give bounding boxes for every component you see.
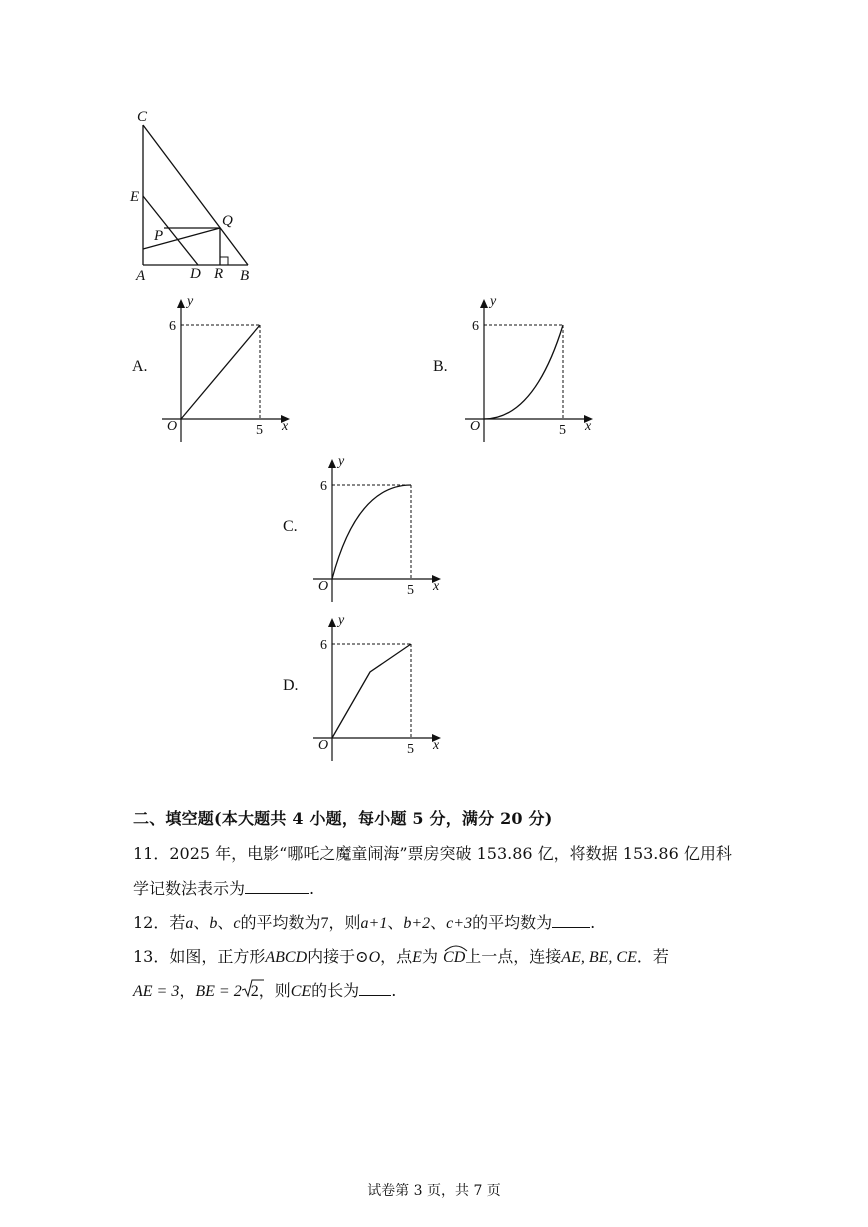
origin-label: O: [167, 419, 178, 434]
point-label: A: [136, 268, 146, 284]
y-axis-arrow-icon: [480, 299, 488, 308]
option-c-graph: [301, 450, 451, 605]
point-label: R: [214, 266, 224, 282]
origin-label: O: [470, 419, 481, 434]
expr-b2: b+2: [403, 915, 431, 932]
q13-text: 13．如图，正方形: [133, 947, 266, 966]
point-label: D: [190, 266, 201, 282]
function-curve: [181, 325, 260, 419]
q13-end: .: [391, 981, 397, 1000]
answer-blank[interactable]: [359, 981, 391, 996]
square-abcd: ABCD: [265, 949, 308, 966]
q12-text: 的平均数为: [472, 913, 553, 932]
ce-label: CE: [290, 983, 312, 1000]
origin-label: O: [318, 738, 329, 753]
point-e: E: [412, 949, 422, 966]
option-b-graph: [453, 290, 603, 445]
circle-o: O: [368, 949, 381, 966]
point-label: P: [154, 228, 164, 244]
q12-line: [133, 910, 595, 933]
option-d-graph: [301, 609, 451, 764]
y-axis-name: y: [187, 294, 194, 309]
var-b: b: [209, 915, 218, 932]
sqrt-radicand: 2: [250, 983, 259, 1000]
separator: 、: [430, 913, 447, 932]
q13-text: 上一点，连接: [465, 947, 562, 966]
option-d-label: D.: [283, 677, 299, 694]
separator: 、: [387, 913, 404, 932]
q13-text: 内接于⊙: [307, 947, 369, 966]
y-tick-label: 6: [320, 479, 327, 494]
q13-text: ，则: [258, 981, 291, 1000]
sqrt: [242, 981, 259, 1001]
q13-text: 的长为: [311, 981, 360, 1000]
y-tick-label: 6: [472, 319, 479, 334]
y-tick-label: 6: [169, 319, 176, 334]
q12-end: .: [590, 913, 596, 932]
y-axis-name: y: [338, 613, 345, 628]
geometry-figure: [120, 100, 270, 290]
q13-text: ，点: [380, 947, 413, 966]
y-axis-name: y: [490, 294, 497, 309]
q11-suffix: .: [309, 879, 315, 898]
q12-number: 12．若: [133, 913, 186, 932]
answer-blank[interactable]: [552, 913, 590, 928]
y-axis-arrow-icon: [328, 459, 336, 468]
q12-text: ，则: [328, 913, 361, 932]
segment-cb: [143, 125, 248, 265]
x-axis-name: x: [282, 419, 289, 434]
q11-prefix: 学记数法表示为: [133, 879, 246, 898]
q11-line2: [133, 876, 314, 899]
origin-label: O: [318, 579, 329, 594]
q12-text: 的平均数为: [240, 913, 321, 932]
x-tick-label: 5: [407, 583, 414, 598]
ae-value: AE = 3: [133, 983, 180, 1000]
x-axis-name: x: [433, 738, 440, 753]
point-label: E: [130, 189, 140, 205]
q13-line2: [133, 978, 396, 1001]
q13-text: 为: [421, 947, 438, 966]
separator: 、: [217, 913, 234, 932]
y-axis-name: y: [338, 454, 345, 469]
function-curve: [484, 325, 563, 419]
arc-icon: [443, 944, 469, 952]
x-tick-label: 5: [559, 423, 566, 438]
y-axis-arrow-icon: [328, 618, 336, 627]
var-c: c: [233, 915, 241, 932]
segment-ed: [143, 196, 198, 265]
function-curve: [332, 485, 411, 579]
arc-cd: [443, 947, 465, 967]
option-a-label: A.: [132, 358, 148, 375]
y-tick-label: 6: [320, 638, 327, 653]
expr-a1: a+1: [360, 915, 388, 932]
var-a: a: [185, 915, 194, 932]
q13-text: ．若: [636, 947, 669, 966]
option-c-label: C.: [283, 518, 298, 535]
option-a-graph: [150, 290, 300, 445]
be-value: BE = 2: [195, 983, 242, 1000]
right-angle-mark: [220, 257, 228, 265]
option-b-label: B.: [433, 358, 448, 375]
point-label: Q: [222, 213, 233, 229]
section-title: 二、填空题(本大题共 4 小题，每小题 5 分，满分 20 分): [133, 809, 553, 828]
q13-line1: [133, 944, 669, 967]
x-tick-label: 5: [256, 423, 263, 438]
separator: ，: [179, 981, 196, 1000]
function-curve: [332, 644, 411, 738]
expr-c3: c+3: [446, 915, 473, 932]
x-axis-name: x: [585, 419, 592, 434]
page-footer: 试卷第 3 页，共 7 页: [367, 1183, 501, 1199]
segments: AE, BE, CE: [561, 949, 637, 966]
q12-value: 7: [320, 915, 329, 932]
answer-blank[interactable]: [245, 879, 309, 894]
arc-label: CD: [443, 949, 466, 966]
x-tick-label: 5: [407, 742, 414, 757]
point-label: B: [240, 268, 250, 284]
point-label: C: [137, 109, 148, 125]
x-axis-name: x: [433, 579, 440, 594]
separator: 、: [193, 913, 210, 932]
sqrt-icon: [242, 979, 264, 999]
y-axis-arrow-icon: [177, 299, 185, 308]
q11-line1: 11．2025 年，电影“哪吒之魔童闹海”票房突破 153.86 亿，将数据 153.86 亿用科: [133, 844, 732, 863]
